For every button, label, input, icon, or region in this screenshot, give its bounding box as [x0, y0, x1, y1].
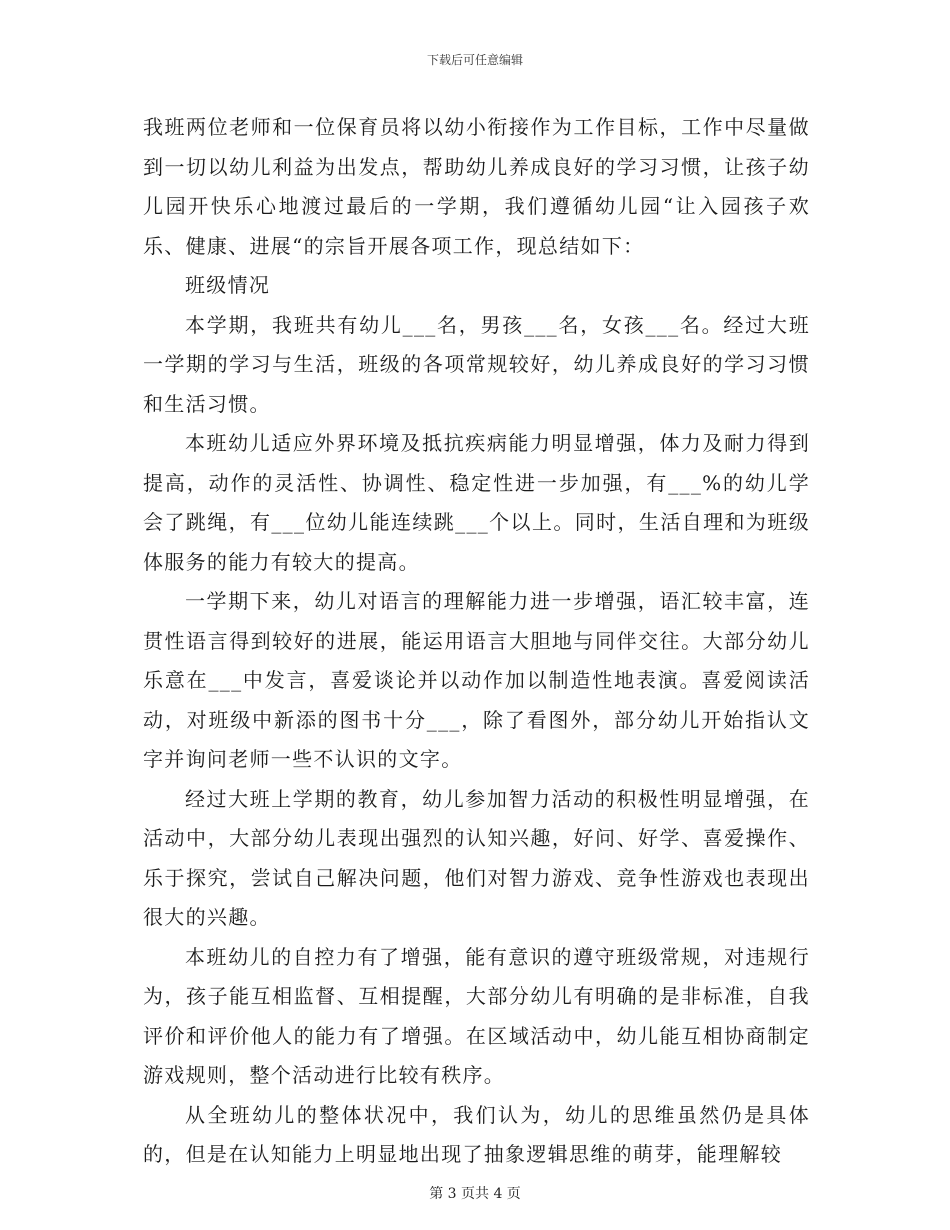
paragraph-intellectual-activity: 经过大班上学期的教育，幼儿参加智力活动的积极性明显增强，在活动中，大部分幼儿表现出强烈的认知兴趣，好问、好学、喜爱操作、乐于探究，尝试自己解决问题，他们对智力游戏、竞争性游戏也表现出很大的兴趣。	[143, 786, 810, 929]
paragraph-self-control: 本班幼儿的自控力有了增强，能有意识的遵守班级常规，对违规行为，孩子能互相监督、互相提醒，大部分幼儿有明确的是非标准，自我评价和评价他人的能力有了增强。在区域活动中，幼儿能互相协商制定游戏规则，整个活动进行比较有秩序。	[143, 944, 810, 1087]
document-body	[143, 108, 810, 1175]
section-heading-class-situation: 班级情况	[185, 273, 271, 297]
paragraph-overall-thinking: 从全班幼儿的整体状况中，我们认为，幼儿的思维虽然仍是具体的，但是在认知能力上明显地出现了抽象逻辑思维的萌芽，能理解较	[143, 1102, 810, 1166]
paragraph-physical-ability: 本班幼儿适应外界环境及抵抗疾病能力明显增强，体力及耐力得到提高，动作的灵活性、协调性、稳定性进一步加强，有___%的幼儿学会了跳绳，有___位幼儿能连续跳___个以上。同时，生活自理和为班级体服务的能力有较大的提高。	[143, 431, 810, 574]
paragraph-class-size: 本学期，我班共有幼儿___名，男孩___名，女孩___名。经过大班一学期的学习与生活，班级的各项常规较好，幼儿养成良好的学习习惯和生活习惯。	[143, 312, 810, 416]
page-footer: 第 3 页共 4 页	[429, 1186, 521, 1202]
paragraph-language-ability: 一学期下来，幼儿对语言的理解能力进一步增强，语汇较丰富，连贯性语言得到较好的进展，能运用语言大胆地与同伴交往。大部分幼儿乐意在___中发言，喜爱谈论并以动作加以制造性地表演。喜爱阅读活动，对班级中新添的图书十分___，除了看图外，部分幼儿开始指认文字并询问老师一些不认识的文字。	[143, 589, 810, 771]
page-header: 下载后可任意编辑	[426, 53, 523, 67]
paragraph-intro: 我班两位老师和一位保育员将以幼小衔接作为工作目标，工作中尽量做到一切以幼儿利益为出发点，帮助幼儿养成良好的学习习惯，让孩子幼儿园开快乐心地渡过最后的一学期，我们遵循幼儿园“让入园孩子欢乐、健康、进展“的宗旨开展各项工作，现总结如下：	[143, 115, 810, 258]
